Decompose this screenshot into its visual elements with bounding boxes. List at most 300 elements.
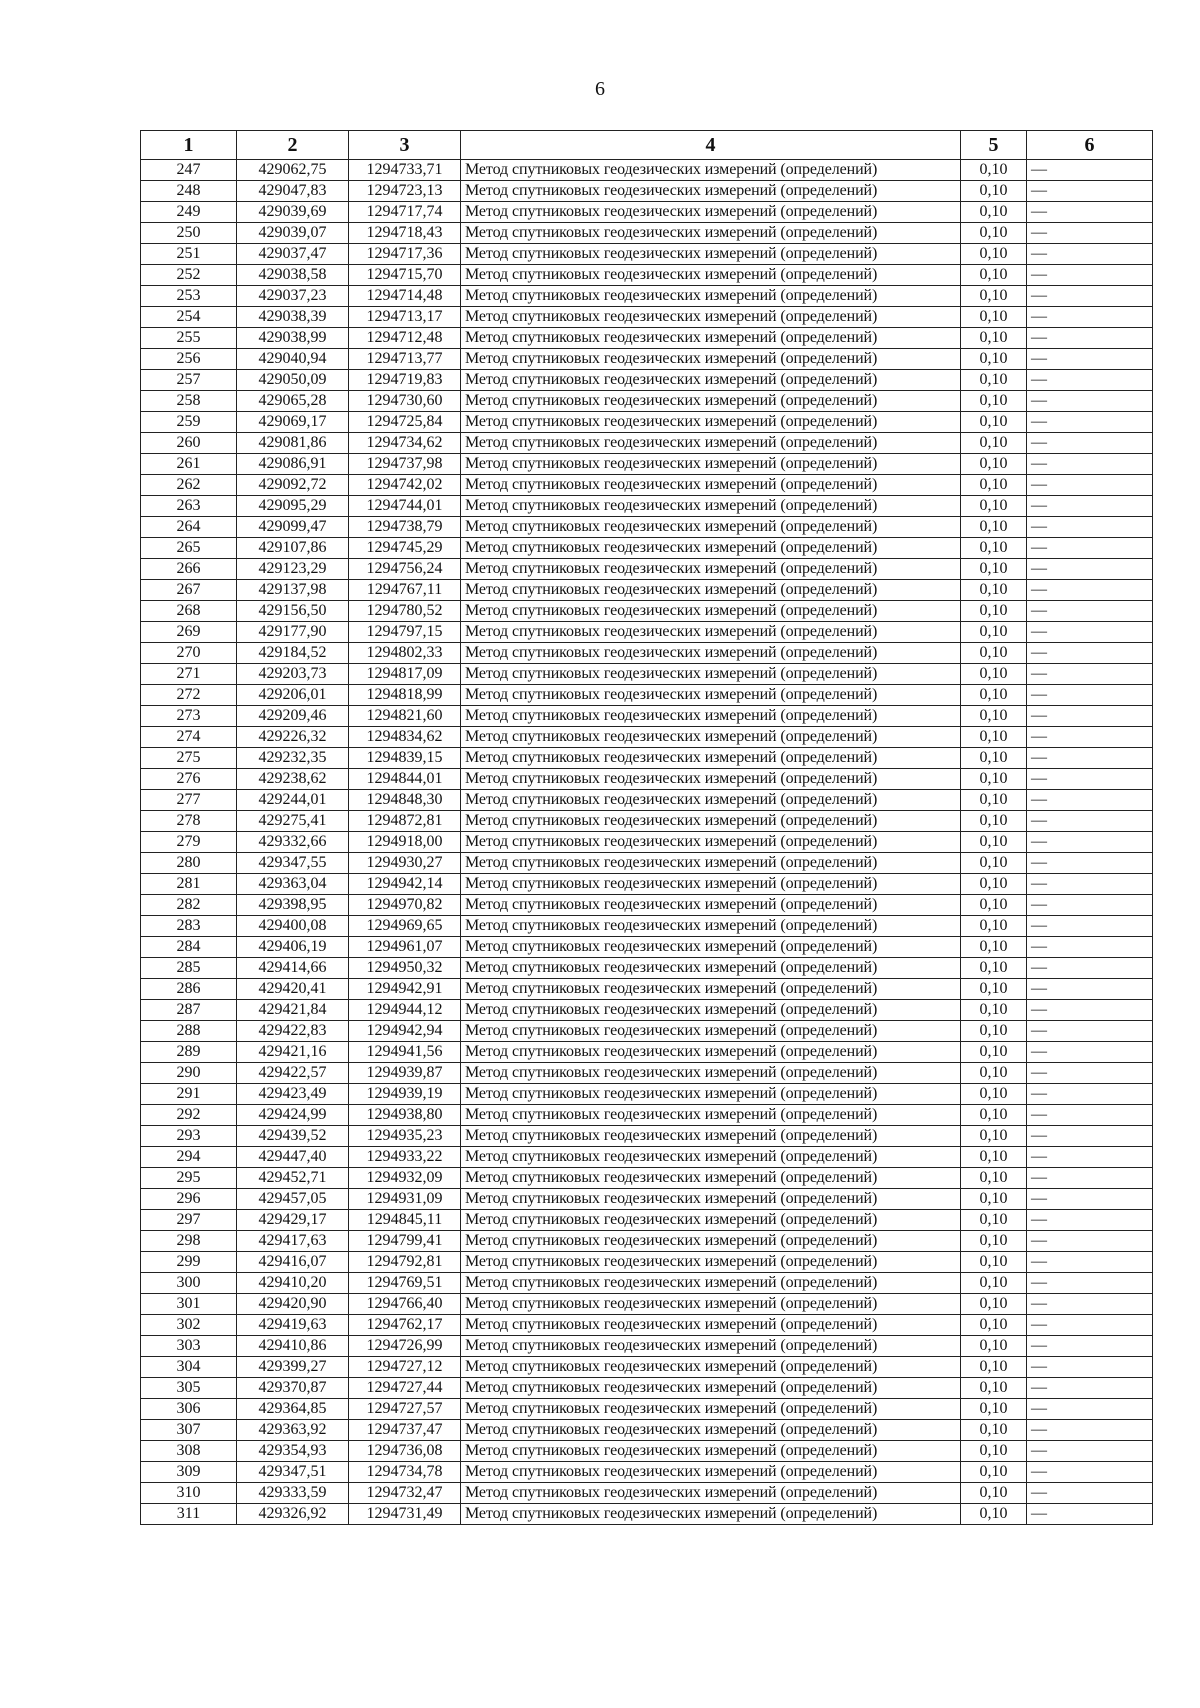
method-cell: Метод спутниковых геодезических измерений (определений) (461, 1210, 961, 1231)
point-number-cell: 266 (141, 559, 237, 580)
table-row (141, 1231, 1153, 1252)
table-row (141, 475, 1153, 496)
y-coordinate-cell: 1294718,43 (349, 223, 461, 244)
accuracy-cell: 0,10 (961, 979, 1027, 1000)
table-row (141, 1210, 1153, 1231)
x-coordinate-cell: 429363,04 (237, 874, 349, 895)
method-cell: Метод спутниковых геодезических измерений (определений) (461, 496, 961, 517)
x-coordinate-cell: 429092,72 (237, 475, 349, 496)
y-coordinate-cell: 1294725,84 (349, 412, 461, 433)
description-cell: — (1027, 1189, 1153, 1210)
point-number-cell: 262 (141, 475, 237, 496)
table-row (141, 979, 1153, 1000)
y-coordinate-cell: 1294821,60 (349, 706, 461, 727)
y-coordinate-cell: 1294918,00 (349, 832, 461, 853)
method-cell: Метод спутниковых геодезических измерений (определений) (461, 202, 961, 223)
point-number-cell: 270 (141, 643, 237, 664)
method-cell: Метод спутниковых геодезических измерений (определений) (461, 958, 961, 979)
coordinates-table (140, 130, 1153, 1525)
table-row (141, 853, 1153, 874)
x-coordinate-cell: 429447,40 (237, 1147, 349, 1168)
description-cell: — (1027, 769, 1153, 790)
accuracy-cell: 0,10 (961, 601, 1027, 622)
table-row (141, 559, 1153, 580)
description-cell: — (1027, 1294, 1153, 1315)
accuracy-cell: 0,10 (961, 916, 1027, 937)
x-coordinate-cell: 429354,93 (237, 1441, 349, 1462)
method-cell: Метод спутниковых геодезических измерений (определений) (461, 559, 961, 580)
point-number-cell: 278 (141, 811, 237, 832)
description-cell: — (1027, 454, 1153, 475)
point-number-cell: 296 (141, 1189, 237, 1210)
y-coordinate-cell: 1294719,83 (349, 370, 461, 391)
x-coordinate-cell: 429040,94 (237, 349, 349, 370)
method-cell: Метод спутниковых геодезических измерений (определений) (461, 307, 961, 328)
y-coordinate-cell: 1294938,80 (349, 1105, 461, 1126)
point-number-cell: 279 (141, 832, 237, 853)
table-row (141, 391, 1153, 412)
point-number-cell: 300 (141, 1273, 237, 1294)
accuracy-cell: 0,10 (961, 1210, 1027, 1231)
y-coordinate-cell: 1294715,70 (349, 265, 461, 286)
y-coordinate-cell: 1294834,62 (349, 727, 461, 748)
description-cell: — (1027, 643, 1153, 664)
method-cell: Метод спутниковых геодезических измерений (определений) (461, 1315, 961, 1336)
point-number-cell: 285 (141, 958, 237, 979)
description-cell: — (1027, 1147, 1153, 1168)
y-coordinate-cell: 1294961,07 (349, 937, 461, 958)
method-cell: Метод спутниковых геодезических измерений (определений) (461, 1042, 961, 1063)
y-coordinate-cell: 1294950,32 (349, 958, 461, 979)
description-cell: — (1027, 496, 1153, 517)
accuracy-cell: 0,10 (961, 223, 1027, 244)
x-coordinate-cell: 429429,17 (237, 1210, 349, 1231)
y-coordinate-cell: 1294935,23 (349, 1126, 461, 1147)
description-cell: — (1027, 475, 1153, 496)
y-coordinate-cell: 1294713,77 (349, 349, 461, 370)
method-cell: Метод спутниковых геодезических измерений (определений) (461, 1273, 961, 1294)
y-coordinate-cell: 1294745,29 (349, 538, 461, 559)
point-number-cell: 264 (141, 517, 237, 538)
x-coordinate-cell: 429069,17 (237, 412, 349, 433)
table-body (141, 160, 1153, 1525)
accuracy-cell: 0,10 (961, 811, 1027, 832)
table-row (141, 1504, 1153, 1525)
x-coordinate-cell: 429333,59 (237, 1483, 349, 1504)
description-cell: — (1027, 811, 1153, 832)
y-coordinate-cell: 1294818,99 (349, 685, 461, 706)
x-coordinate-cell: 429039,69 (237, 202, 349, 223)
x-coordinate-cell: 429099,47 (237, 517, 349, 538)
table-row (141, 412, 1153, 433)
method-cell: Метод спутниковых геодезических измерений (определений) (461, 517, 961, 538)
point-number-cell: 295 (141, 1168, 237, 1189)
point-number-cell: 275 (141, 748, 237, 769)
method-cell: Метод спутниковых геодезических измерений (определений) (461, 664, 961, 685)
description-cell: — (1027, 1315, 1153, 1336)
x-coordinate-cell: 429399,27 (237, 1357, 349, 1378)
y-coordinate-cell: 1294872,81 (349, 811, 461, 832)
x-coordinate-cell: 429452,71 (237, 1168, 349, 1189)
accuracy-cell: 0,10 (961, 1105, 1027, 1126)
table-row (141, 580, 1153, 601)
accuracy-cell: 0,10 (961, 1231, 1027, 1252)
description-cell: — (1027, 1336, 1153, 1357)
y-coordinate-cell: 1294723,13 (349, 181, 461, 202)
method-cell: Метод спутниковых геодезических измерений (определений) (461, 811, 961, 832)
method-cell: Метод спутниковых геодезических измерений (определений) (461, 538, 961, 559)
x-coordinate-cell: 429347,51 (237, 1462, 349, 1483)
method-cell: Метод спутниковых геодезических измерений (определений) (461, 769, 961, 790)
accuracy-cell: 0,10 (961, 559, 1027, 580)
x-coordinate-cell: 429398,95 (237, 895, 349, 916)
accuracy-cell: 0,10 (961, 538, 1027, 559)
accuracy-cell: 0,10 (961, 328, 1027, 349)
point-number-cell: 303 (141, 1336, 237, 1357)
point-number-cell: 249 (141, 202, 237, 223)
method-cell: Метод спутниковых геодезических измерений (определений) (461, 391, 961, 412)
table-row (141, 538, 1153, 559)
y-coordinate-cell: 1294792,81 (349, 1252, 461, 1273)
y-coordinate-cell: 1294802,33 (349, 643, 461, 664)
table-row (141, 1084, 1153, 1105)
x-coordinate-cell: 429406,19 (237, 937, 349, 958)
point-number-cell: 282 (141, 895, 237, 916)
column-header-3: 3 (349, 131, 461, 160)
accuracy-cell: 0,10 (961, 1378, 1027, 1399)
table-row (141, 832, 1153, 853)
accuracy-cell: 0,10 (961, 664, 1027, 685)
method-cell: Метод спутниковых геодезических измерений (определений) (461, 1420, 961, 1441)
point-number-cell: 254 (141, 307, 237, 328)
point-number-cell: 250 (141, 223, 237, 244)
column-header-2: 2 (237, 131, 349, 160)
description-cell: — (1027, 412, 1153, 433)
y-coordinate-cell: 1294717,74 (349, 202, 461, 223)
accuracy-cell: 0,10 (961, 769, 1027, 790)
x-coordinate-cell: 429420,41 (237, 979, 349, 1000)
table-row (141, 1105, 1153, 1126)
y-coordinate-cell: 1294844,01 (349, 769, 461, 790)
x-coordinate-cell: 429244,01 (237, 790, 349, 811)
y-coordinate-cell: 1294742,02 (349, 475, 461, 496)
description-cell: — (1027, 1252, 1153, 1273)
description-cell: — (1027, 580, 1153, 601)
method-cell: Метод спутниковых геодезических измерений (определений) (461, 916, 961, 937)
accuracy-cell: 0,10 (961, 1399, 1027, 1420)
y-coordinate-cell: 1294726,99 (349, 1336, 461, 1357)
accuracy-cell: 0,10 (961, 1420, 1027, 1441)
accuracy-cell: 0,10 (961, 349, 1027, 370)
y-coordinate-cell: 1294942,94 (349, 1021, 461, 1042)
description-cell: — (1027, 874, 1153, 895)
description-cell: — (1027, 370, 1153, 391)
x-coordinate-cell: 429363,92 (237, 1420, 349, 1441)
accuracy-cell: 0,10 (961, 1084, 1027, 1105)
point-number-cell: 283 (141, 916, 237, 937)
y-coordinate-cell: 1294839,15 (349, 748, 461, 769)
point-number-cell: 290 (141, 1063, 237, 1084)
method-cell: Метод спутниковых геодезических измерений (определений) (461, 706, 961, 727)
y-coordinate-cell: 1294717,36 (349, 244, 461, 265)
description-cell: — (1027, 328, 1153, 349)
x-coordinate-cell: 429123,29 (237, 559, 349, 580)
description-cell: — (1027, 1483, 1153, 1504)
method-cell: Метод спутниковых геодезических измерений (определений) (461, 1252, 961, 1273)
x-coordinate-cell: 429232,35 (237, 748, 349, 769)
x-coordinate-cell: 429206,01 (237, 685, 349, 706)
table-row (141, 496, 1153, 517)
description-cell: — (1027, 1462, 1153, 1483)
accuracy-cell: 0,10 (961, 937, 1027, 958)
y-coordinate-cell: 1294931,09 (349, 1189, 461, 1210)
accuracy-cell: 0,10 (961, 1441, 1027, 1462)
accuracy-cell: 0,10 (961, 727, 1027, 748)
header-row (141, 131, 1153, 160)
x-coordinate-cell: 429203,73 (237, 664, 349, 685)
method-cell: Метод спутниковых геодезических измерений (определений) (461, 1189, 961, 1210)
method-cell: Метод спутниковых геодезических измерений (определений) (461, 832, 961, 853)
point-number-cell: 280 (141, 853, 237, 874)
y-coordinate-cell: 1294941,56 (349, 1042, 461, 1063)
table-row (141, 916, 1153, 937)
y-coordinate-cell: 1294727,12 (349, 1357, 461, 1378)
x-coordinate-cell: 429209,46 (237, 706, 349, 727)
description-cell: — (1027, 1063, 1153, 1084)
accuracy-cell: 0,10 (961, 895, 1027, 916)
y-coordinate-cell: 1294932,09 (349, 1168, 461, 1189)
description-cell: — (1027, 664, 1153, 685)
y-coordinate-cell: 1294944,12 (349, 1000, 461, 1021)
table-row (141, 223, 1153, 244)
table-row (141, 685, 1153, 706)
table-row (141, 244, 1153, 265)
description-cell: — (1027, 748, 1153, 769)
x-coordinate-cell: 429422,83 (237, 1021, 349, 1042)
description-cell: — (1027, 433, 1153, 454)
x-coordinate-cell: 429439,52 (237, 1126, 349, 1147)
table-row (141, 664, 1153, 685)
table-row (141, 1462, 1153, 1483)
description-cell: — (1027, 1000, 1153, 1021)
description-cell: — (1027, 1378, 1153, 1399)
description-cell: — (1027, 1231, 1153, 1252)
table-row (141, 1168, 1153, 1189)
method-cell: Метод спутниковых геодезических измерений (определений) (461, 1336, 961, 1357)
table-row (141, 1336, 1153, 1357)
accuracy-cell: 0,10 (961, 622, 1027, 643)
point-number-cell: 304 (141, 1357, 237, 1378)
method-cell: Метод спутниковых геодезических измерений (определений) (461, 979, 961, 1000)
description-cell: — (1027, 916, 1153, 937)
y-coordinate-cell: 1294713,17 (349, 307, 461, 328)
method-cell: Метод спутниковых геодезических измерений (определений) (461, 1021, 961, 1042)
table-row (141, 1420, 1153, 1441)
accuracy-cell: 0,10 (961, 832, 1027, 853)
point-number-cell: 286 (141, 979, 237, 1000)
x-coordinate-cell: 429422,57 (237, 1063, 349, 1084)
description-cell: — (1027, 1021, 1153, 1042)
table-row (141, 265, 1153, 286)
point-number-cell: 309 (141, 1462, 237, 1483)
accuracy-cell: 0,10 (961, 874, 1027, 895)
description-cell: — (1027, 349, 1153, 370)
point-number-cell: 305 (141, 1378, 237, 1399)
description-cell: — (1027, 1105, 1153, 1126)
method-cell: Метод спутниковых геодезических измерений (определений) (461, 1357, 961, 1378)
description-cell: — (1027, 1420, 1153, 1441)
y-coordinate-cell: 1294727,57 (349, 1399, 461, 1420)
x-coordinate-cell: 429038,99 (237, 328, 349, 349)
point-number-cell: 308 (141, 1441, 237, 1462)
y-coordinate-cell: 1294845,11 (349, 1210, 461, 1231)
table-row (141, 1399, 1153, 1420)
table-row (141, 1273, 1153, 1294)
accuracy-cell: 0,10 (961, 496, 1027, 517)
y-coordinate-cell: 1294942,91 (349, 979, 461, 1000)
x-coordinate-cell: 429424,99 (237, 1105, 349, 1126)
table-row (141, 1189, 1153, 1210)
method-cell: Метод спутниковых геодезических измерений (определений) (461, 265, 961, 286)
accuracy-cell: 0,10 (961, 1462, 1027, 1483)
point-number-cell: 269 (141, 622, 237, 643)
y-coordinate-cell: 1294942,14 (349, 874, 461, 895)
table-row (141, 1147, 1153, 1168)
method-cell: Метод спутниковых геодезических измерений (определений) (461, 727, 961, 748)
method-cell: Метод спутниковых геодезических измерений (определений) (461, 853, 961, 874)
accuracy-cell: 0,10 (961, 454, 1027, 475)
point-number-cell: 297 (141, 1210, 237, 1231)
y-coordinate-cell: 1294767,11 (349, 580, 461, 601)
x-coordinate-cell: 429086,91 (237, 454, 349, 475)
method-cell: Метод спутниковых геодезических измерений (определений) (461, 370, 961, 391)
method-cell: Метод спутниковых геодезических измерений (определений) (461, 454, 961, 475)
description-cell: — (1027, 223, 1153, 244)
table-row (141, 160, 1153, 181)
method-cell: Метод спутниковых геодезических измерений (определений) (461, 1126, 961, 1147)
x-coordinate-cell: 429107,86 (237, 538, 349, 559)
y-coordinate-cell: 1294734,78 (349, 1462, 461, 1483)
x-coordinate-cell: 429410,20 (237, 1273, 349, 1294)
table-row (141, 937, 1153, 958)
point-number-cell: 294 (141, 1147, 237, 1168)
x-coordinate-cell: 429062,75 (237, 160, 349, 181)
table-row (141, 895, 1153, 916)
description-cell: — (1027, 1441, 1153, 1462)
x-coordinate-cell: 429039,07 (237, 223, 349, 244)
accuracy-cell: 0,10 (961, 1294, 1027, 1315)
description-cell: — (1027, 1357, 1153, 1378)
table-row (141, 517, 1153, 538)
point-number-cell: 310 (141, 1483, 237, 1504)
y-coordinate-cell: 1294939,19 (349, 1084, 461, 1105)
point-number-cell: 284 (141, 937, 237, 958)
description-cell: — (1027, 1504, 1153, 1525)
description-cell: — (1027, 790, 1153, 811)
point-number-cell: 252 (141, 265, 237, 286)
point-number-cell: 258 (141, 391, 237, 412)
table-row (141, 286, 1153, 307)
point-number-cell: 277 (141, 790, 237, 811)
x-coordinate-cell: 429050,09 (237, 370, 349, 391)
y-coordinate-cell: 1294730,60 (349, 391, 461, 412)
x-coordinate-cell: 429037,23 (237, 286, 349, 307)
table-row (141, 1021, 1153, 1042)
accuracy-cell: 0,10 (961, 958, 1027, 979)
table-row (141, 622, 1153, 643)
description-cell: — (1027, 1126, 1153, 1147)
table-row (141, 790, 1153, 811)
accuracy-cell: 0,10 (961, 181, 1027, 202)
table-row (141, 433, 1153, 454)
accuracy-cell: 0,10 (961, 1504, 1027, 1525)
method-cell: Метод спутниковых геодезических измерений (определений) (461, 433, 961, 454)
x-coordinate-cell: 429370,87 (237, 1378, 349, 1399)
method-cell: Метод спутниковых геодезических измерений (определений) (461, 1063, 961, 1084)
x-coordinate-cell: 429038,39 (237, 307, 349, 328)
method-cell: Метод спутниковых геодезических измерений (определений) (461, 1231, 961, 1252)
y-coordinate-cell: 1294933,22 (349, 1147, 461, 1168)
accuracy-cell: 0,10 (961, 517, 1027, 538)
accuracy-cell: 0,10 (961, 1336, 1027, 1357)
table-row (141, 307, 1153, 328)
accuracy-cell: 0,10 (961, 1063, 1027, 1084)
method-cell: Метод спутниковых геодезических измерений (определений) (461, 1462, 961, 1483)
point-number-cell: 260 (141, 433, 237, 454)
y-coordinate-cell: 1294714,48 (349, 286, 461, 307)
accuracy-cell: 0,10 (961, 1315, 1027, 1336)
method-cell: Метод спутниковых геодезических измерений (определений) (461, 1399, 961, 1420)
y-coordinate-cell: 1294736,08 (349, 1441, 461, 1462)
description-cell: — (1027, 202, 1153, 223)
column-header-5: 5 (961, 131, 1027, 160)
y-coordinate-cell: 1294727,44 (349, 1378, 461, 1399)
table-row (141, 1042, 1153, 1063)
x-coordinate-cell: 429416,07 (237, 1252, 349, 1273)
description-cell: — (1027, 832, 1153, 853)
x-coordinate-cell: 429400,08 (237, 916, 349, 937)
point-number-cell: 301 (141, 1294, 237, 1315)
accuracy-cell: 0,10 (961, 643, 1027, 664)
method-cell: Метод спутниковых геодезических измерений (определений) (461, 1084, 961, 1105)
description-cell: — (1027, 1399, 1153, 1420)
accuracy-cell: 0,10 (961, 853, 1027, 874)
y-coordinate-cell: 1294939,87 (349, 1063, 461, 1084)
point-number-cell: 248 (141, 181, 237, 202)
method-cell: Метод спутниковых геодезических измерений (определений) (461, 1000, 961, 1021)
x-coordinate-cell: 429184,52 (237, 643, 349, 664)
point-number-cell: 281 (141, 874, 237, 895)
y-coordinate-cell: 1294731,49 (349, 1504, 461, 1525)
point-number-cell: 263 (141, 496, 237, 517)
accuracy-cell: 0,10 (961, 1126, 1027, 1147)
table-row (141, 1483, 1153, 1504)
table-row (141, 328, 1153, 349)
point-number-cell: 276 (141, 769, 237, 790)
point-number-cell: 259 (141, 412, 237, 433)
table-row (141, 1441, 1153, 1462)
description-cell: — (1027, 979, 1153, 1000)
table-row (141, 370, 1153, 391)
accuracy-cell: 0,10 (961, 433, 1027, 454)
table-row (141, 1252, 1153, 1273)
accuracy-cell: 0,10 (961, 307, 1027, 328)
description-cell: — (1027, 685, 1153, 706)
table-row (141, 1357, 1153, 1378)
method-cell: Метод спутниковых геодезических измерений (определений) (461, 937, 961, 958)
x-coordinate-cell: 429414,66 (237, 958, 349, 979)
description-cell: — (1027, 538, 1153, 559)
